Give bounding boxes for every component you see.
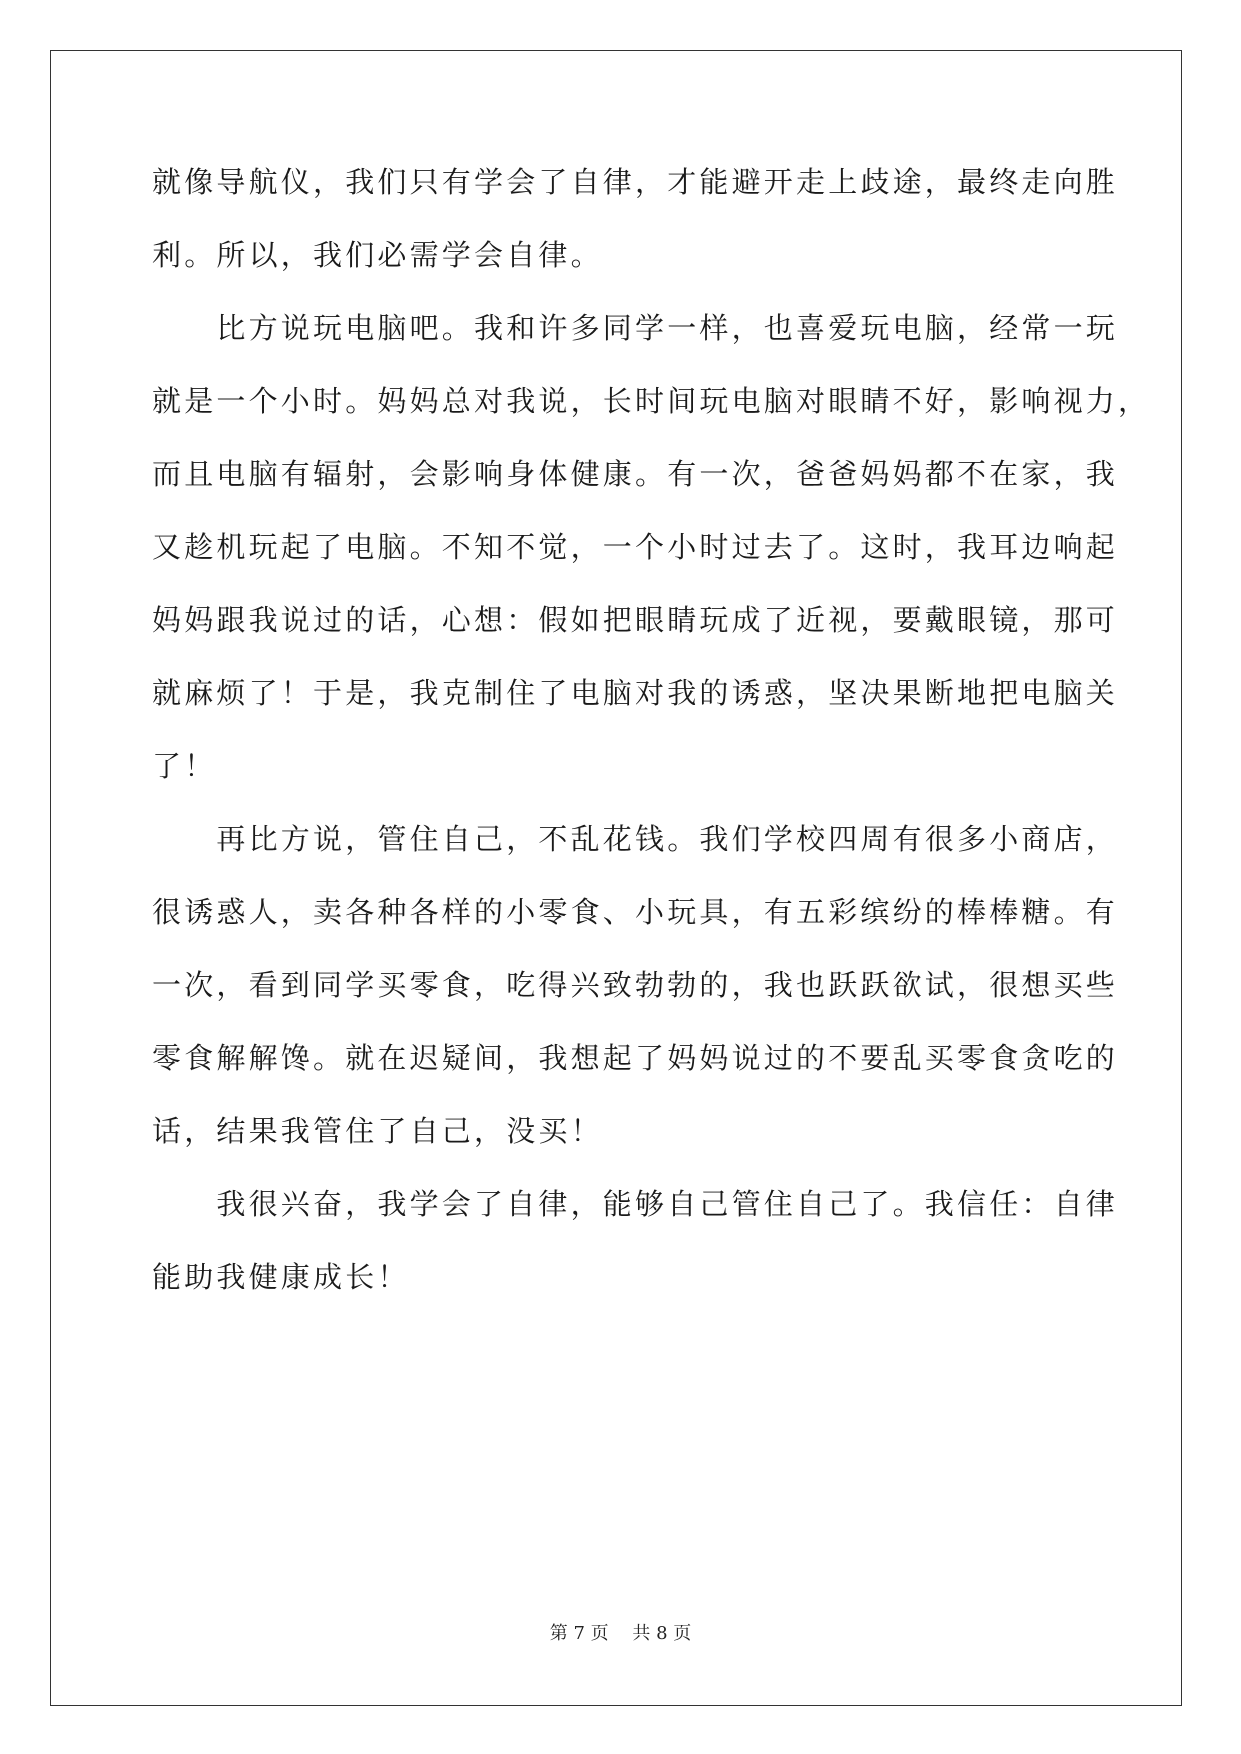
text-line: 利。所以，我们必需学会自律。 (152, 238, 603, 272)
page-number: 第 7 页 共 8 页 (549, 1623, 692, 1644)
text-line: 话，结果我管住了自己，没买！ (152, 1114, 603, 1148)
text-line: 比方说玩电脑吧。我和许多同学一样，也喜爱玩电脑，经常一玩 (152, 311, 1119, 345)
text-line: 又趁机玩起了电脑。不知不觉，一个小时过去了。这时，我耳边响起 (152, 530, 1119, 564)
text-line: 了！ (152, 749, 217, 783)
text-line: 就麻烦了！于是，我克制住了电脑对我的诱惑，坚决果断地把电脑关 (152, 676, 1119, 710)
text-line: 妈妈跟我说过的话，心想：假如把眼睛玩成了近视，要戴眼镜，那可 (152, 603, 1119, 637)
text-line: 而且电脑有辐射，会影响身体健康。有一次，爸爸妈妈都不在家，我 (152, 457, 1119, 491)
text-line: 就像导航仪，我们只有学会了自律，才能避开走上歧途，最终走向胜 (152, 165, 1119, 199)
text-line: 很诱惑人，卖各种各样的小零食、小玩具，有五彩缤纷的棒棒糖。有 (152, 895, 1119, 929)
text-line: 一次，看到同学买零食，吃得兴致勃勃的，我也跃跃欲试，很想买些 (152, 968, 1119, 1002)
text-line: 能助我健康成长！ (152, 1260, 410, 1294)
text-line: 我很兴奋，我学会了自律，能够自己管住自己了。我信任：自律 (152, 1187, 1119, 1221)
page-border (50, 50, 1182, 1706)
text-line: 零食解解馋。就在迟疑间，我想起了妈妈说过的不要乱买零食贪吃的 (152, 1041, 1119, 1075)
text-line: 再比方说，管住自己，不乱花钱。我们学校四周有很多小商店， (152, 822, 1119, 856)
text-line: 就是一个小时。妈妈总对我说，长时间玩电脑对眼睛不好，影响视力， (152, 384, 1151, 418)
